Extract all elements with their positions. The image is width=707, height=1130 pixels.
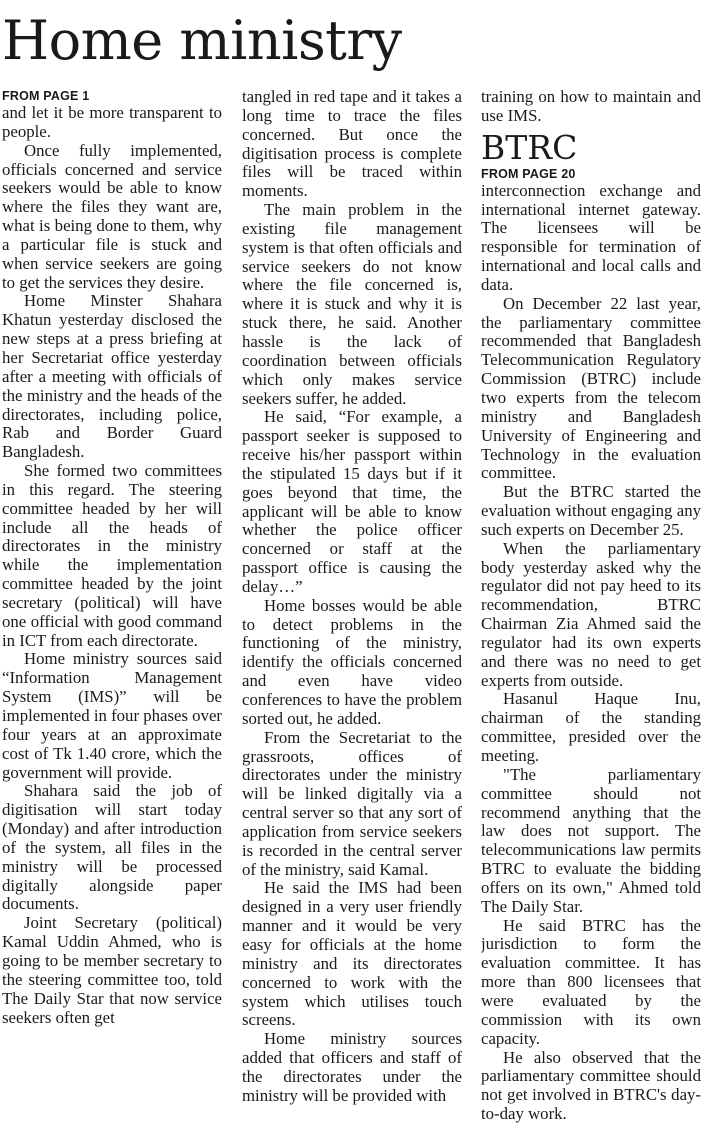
paragraph: He said BTRC has the jurisdiction to form the evaluation committee. It has more than 800 licensees that were evaluated by the commission with its own capacity. bbox=[481, 915, 701, 1048]
paragraph: Joint Secretary (political) Kamal Uddin Ahmed, who is going to be member secretary to the steering committee too, told The Daily Star that now service seekers often get bbox=[2, 913, 222, 1027]
paragraph: She formed two committees in this regard. The steering committee headed by her will include all the heads of directorates in the ministry while the implementation committee headed by the joint secretary (political) will have one official with good command in ICT from each directorate. bbox=[2, 461, 222, 650]
paragraph: He said the IMS had been designed in a very user friendly manner and it would be very easy for officials at the home ministry and its directorates concerned to work with the system which utilises touch screens. bbox=[242, 878, 462, 1030]
paragraph: Hasanul Haque Inu, chairman of the standing committee, presided over the meeting. bbox=[481, 689, 701, 765]
btrc-subheadline: BTRC bbox=[481, 127, 578, 167]
continued-from-page-20: FROM PAGE 20 bbox=[481, 166, 576, 181]
paragraph: The main problem in the existing file management system is that often officials and service seekers do not know where the file concerned is, where it is stuck and why it is stuck there, he said. Another hassle is the lack of coordination between officials which only makes service seekers suffer, he added. bbox=[242, 200, 462, 408]
paragraph: From the Secretariat to the grassroots, offices of directorates under the ministry will be linked digitally via a central server so that any sort of application from service seekers is recorded in the central server of the ministry, said Kamal. bbox=[242, 727, 462, 879]
paragraph: Home ministry sources added that officers and staff of the directorates under the ministry will be provided with bbox=[242, 1029, 462, 1105]
column-1 bbox=[2, 88, 222, 1128]
paragraph: Home ministry sources said “Information Management System (IMS)” will be implemented in four phases over four years at an approximate cost of Tk 1.40 crore, which the government will provide. bbox=[2, 649, 222, 782]
paragraph: Home Minster Shahara Khatun yesterday disclosed the new steps at a press briefing at her Secretariat office yesterday after a meeting with officials of the ministry and the heads of the directorates, including police, Rab and Border Guard Bangladesh. bbox=[2, 291, 222, 462]
paragraph: When the parliamentary body yesterday asked why the regulator did not pay heed to its recommendation, BTRC Chairman Zia Ahmed said the regulator had its own experts and there was no need to get experts from outside. bbox=[481, 538, 701, 690]
column-3 bbox=[481, 88, 701, 1128]
paragraph: tangled in red tape and it takes a long time to trace the files concerned. But once the digitisation process is complete files will be traced within moments. bbox=[242, 88, 462, 201]
paragraph: Shahara said the job of digitisation will start today (Monday) and after introduction of the system, all files in the ministry will be processed digitally alongside paper documents. bbox=[2, 781, 222, 914]
paragraph: training on how to maintain and use IMS. bbox=[481, 88, 701, 125]
paragraph: He also observed that the parliamentary committee should not get involved in BTRC's day-to-day work. bbox=[481, 1047, 701, 1124]
paragraph: and let it be more transparent to people. bbox=[2, 103, 222, 141]
paragraph: But the BTRC started the evaluation without engaging any such experts on December 25. bbox=[481, 482, 701, 539]
paragraph: Home bosses would be able to detect problems in the functioning of the ministry, identify the officials concerned and even have video conferences to have the problem sorted out, he added. bbox=[242, 595, 462, 728]
paragraph: He said, “For example, a passport seeker is supposed to receive his/her passport within the stipulated 15 days but if it goes beyond that time, the applicant will be able to know whether the police officer concerned or staff at the passport office is causing the delay…” bbox=[242, 407, 462, 596]
paragraph: On December 22 last year, the parliamentary committee recommended that Bangladesh Telecommunication Regulatory Commission (BTRC) include two experts from the telecom ministry and Bangladesh University of Engineering and Technology in the evaluation committee. bbox=[481, 293, 701, 483]
paragraph: "The parliamentary committee should not recommend anything that the law does not support. The telecommunications law permits BTRC to evaluate the bidding offers on its own," Ahmed told The Daily Star. bbox=[481, 764, 701, 916]
column-2 bbox=[242, 88, 462, 1128]
continued-from-page-1: FROM PAGE 1 bbox=[2, 89, 90, 103]
headline: Home ministry bbox=[2, 9, 402, 72]
paragraph: Once fully implemented, officials concerned and service seekers would be able to know where the files they want are, what is being done to them, why a particular file is stuck and when service seekers are going to get the services they desire. bbox=[2, 140, 222, 292]
paragraph: interconnection exchange and international internet gateway. The licensees will be responsible for termination of international and local calls and data. bbox=[481, 180, 701, 294]
